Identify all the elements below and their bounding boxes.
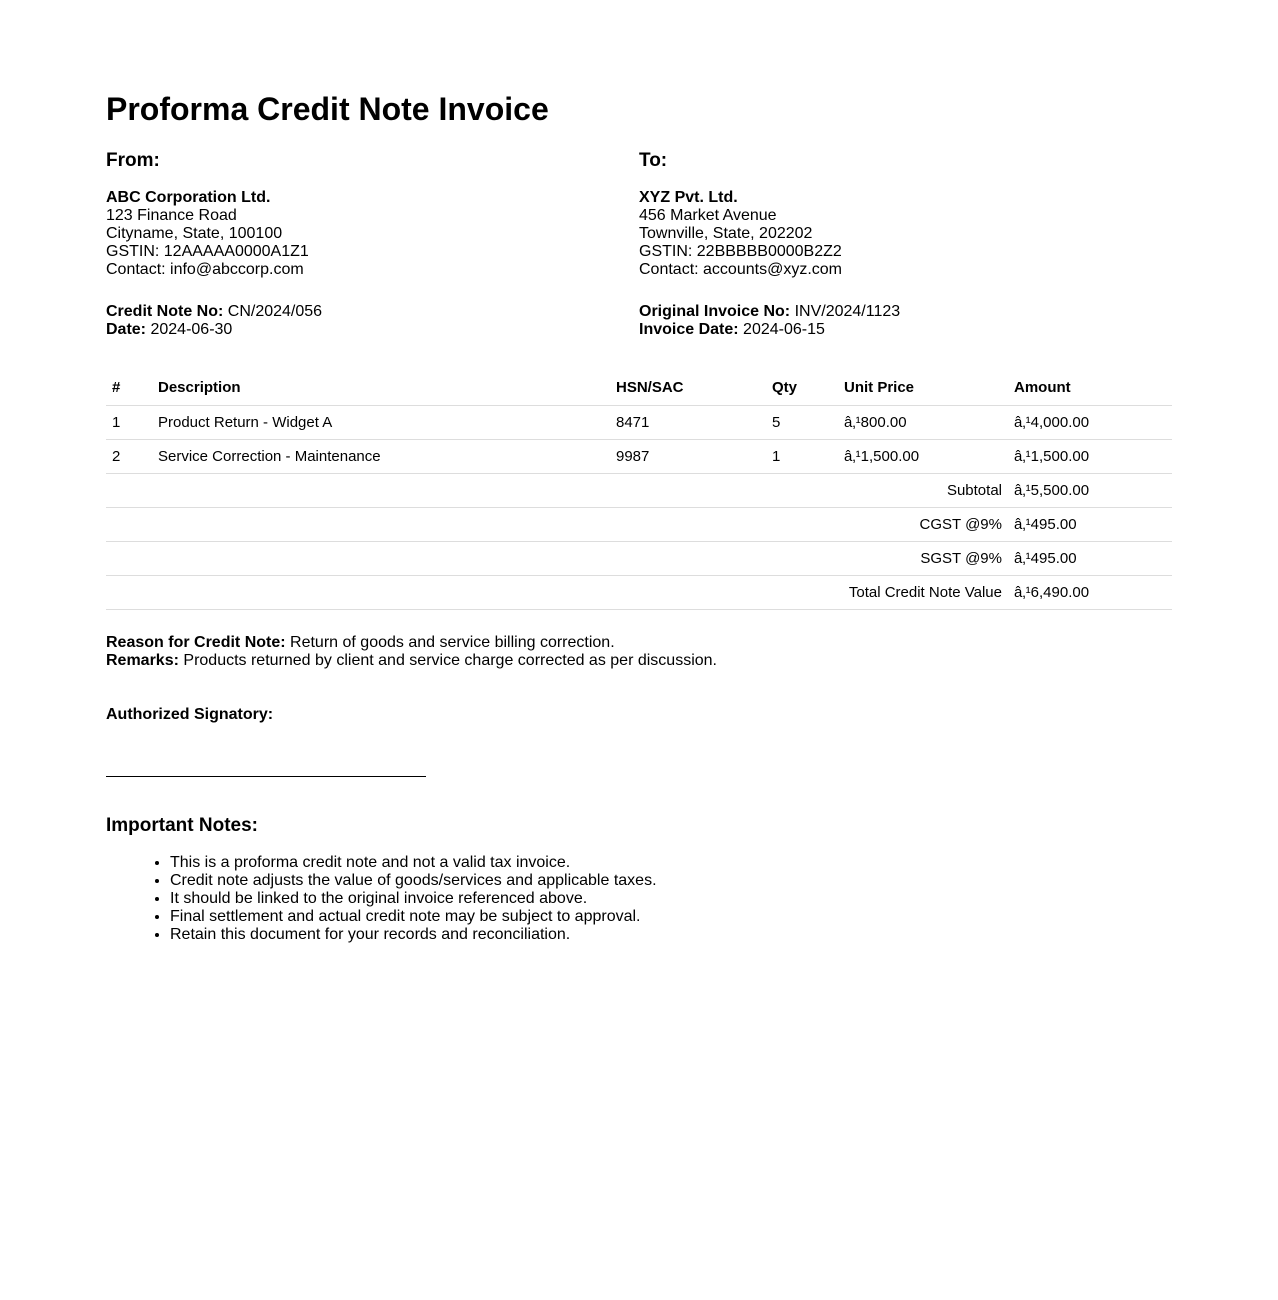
row-description: Product Return - Widget A <box>152 406 610 440</box>
total-label: Total Credit Note Value <box>106 576 1008 610</box>
column-header-qty: Qty <box>766 371 838 406</box>
total-value: â‚¹6,490.00 <box>1008 576 1172 610</box>
to-heading: To: <box>639 150 668 171</box>
column-header-unit-price: Unit Price <box>838 371 1008 406</box>
credit-note-date-label: Date: <box>106 321 147 338</box>
row-number: 1 <box>106 406 152 440</box>
invoice-date-label: Invoice Date: <box>639 321 739 338</box>
reason-value: Return of goods and service billing correction. <box>290 634 615 651</box>
credit-note-number-value: CN/2024/056 <box>227 303 323 320</box>
original-invoice-meta <box>639 303 1172 339</box>
row-qty: 5 <box>766 406 838 440</box>
summary-row-sgst <box>106 542 1172 576</box>
summary-row-total <box>106 576 1172 610</box>
to-contact: Contact: accounts@xyz.com <box>639 261 842 278</box>
cgst-value: â‚¹495.00 <box>1008 508 1172 542</box>
subtotal-label: Subtotal <box>106 474 1008 508</box>
credit-note-meta <box>106 303 639 339</box>
to-address-line-1: 456 Market Avenue <box>639 207 777 224</box>
remarks <box>106 652 1172 670</box>
summary-row-cgst <box>106 508 1172 542</box>
credit-note-date-value: 2024-06-30 <box>150 321 233 338</box>
original-invoice-number-value: INV/2024/1123 <box>794 303 901 320</box>
invoice-date <box>639 321 1172 339</box>
signatory-section <box>106 706 1172 777</box>
important-notes-list <box>106 854 1172 944</box>
to-party <box>639 150 1172 339</box>
row-unit-price: â‚¹800.00 <box>838 406 1008 440</box>
row-unit-price: â‚¹1,500.00 <box>838 440 1008 474</box>
reason-section <box>106 634 1172 670</box>
line-items-table <box>106 371 1172 610</box>
original-invoice-number-label: Original Invoice No: <box>639 303 791 320</box>
from-heading: From: <box>106 150 160 171</box>
column-header-description: Description <box>152 371 610 406</box>
subtotal-value: â‚¹5,500.00 <box>1008 474 1172 508</box>
credit-note-document <box>106 90 1172 944</box>
credit-note-number-label: Credit Note No: <box>106 303 224 320</box>
column-header-number: # <box>106 371 152 406</box>
to-address-line-2: Townville, State, 202202 <box>639 225 813 242</box>
reason-for-credit-note <box>106 634 1172 652</box>
from-party <box>106 150 639 339</box>
table-row <box>106 406 1172 440</box>
from-address-line-2: Cityname, State, 100100 <box>106 225 283 242</box>
parties-section <box>106 150 1172 339</box>
cgst-label: CGST @9% <box>106 508 1008 542</box>
remarks-value: Products returned by client and service charge corrected as per discussion. <box>183 652 717 669</box>
remarks-label: Remarks: <box>106 652 179 669</box>
credit-note-number <box>106 303 639 321</box>
from-company-name: ABC Corporation Ltd. <box>106 189 271 206</box>
row-qty: 1 <box>766 440 838 474</box>
summary-row-subtotal <box>106 474 1172 508</box>
from-address-line-1: 123 Finance Road <box>106 207 237 224</box>
row-amount: â‚¹4,000.00 <box>1008 406 1172 440</box>
from-gstin: GSTIN: 12AAAAA0000A1Z1 <box>106 243 309 260</box>
sgst-label: SGST @9% <box>106 542 1008 576</box>
row-number: 2 <box>106 440 152 474</box>
column-header-hsn-sac: HSN/SAC <box>610 371 766 406</box>
to-company-name: XYZ Pvt. Ltd. <box>639 189 738 206</box>
page-title: Proforma Credit Note Invoice <box>106 91 549 127</box>
list-item: • Final settlement and actual credit note may be subject to approval. <box>170 908 1172 926</box>
table-header-row <box>106 371 1172 406</box>
table-row <box>106 440 1172 474</box>
list-item: • Credit note adjusts the value of goods/services and applicable taxes. <box>170 872 1172 890</box>
reason-label: Reason for Credit Note: <box>106 634 286 651</box>
row-amount: â‚¹1,500.00 <box>1008 440 1172 474</box>
list-item: • It should be linked to the original invoice referenced above. <box>170 890 1172 908</box>
original-invoice-number <box>639 303 1172 321</box>
column-header-amount: Amount <box>1008 371 1172 406</box>
row-hsn-sac: 9987 <box>610 440 766 474</box>
important-notes-heading: Important Notes: <box>106 815 258 836</box>
list-item: • Retain this document for your records and reconciliation. <box>170 926 1172 944</box>
signature-line <box>106 776 426 777</box>
invoice-date-value: 2024-06-15 <box>743 321 825 338</box>
to-gstin: GSTIN: 22BBBBB0000B2Z2 <box>639 243 842 260</box>
row-hsn-sac: 8471 <box>610 406 766 440</box>
row-description: Service Correction - Maintenance <box>152 440 610 474</box>
sgst-value: â‚¹495.00 <box>1008 542 1172 576</box>
from-contact: Contact: info@abccorp.com <box>106 261 304 278</box>
credit-note-date <box>106 321 639 339</box>
authorized-signatory-label: Authorized Signatory: <box>106 706 274 723</box>
list-item: • This is a proforma credit note and not a valid tax invoice. <box>170 854 1172 872</box>
